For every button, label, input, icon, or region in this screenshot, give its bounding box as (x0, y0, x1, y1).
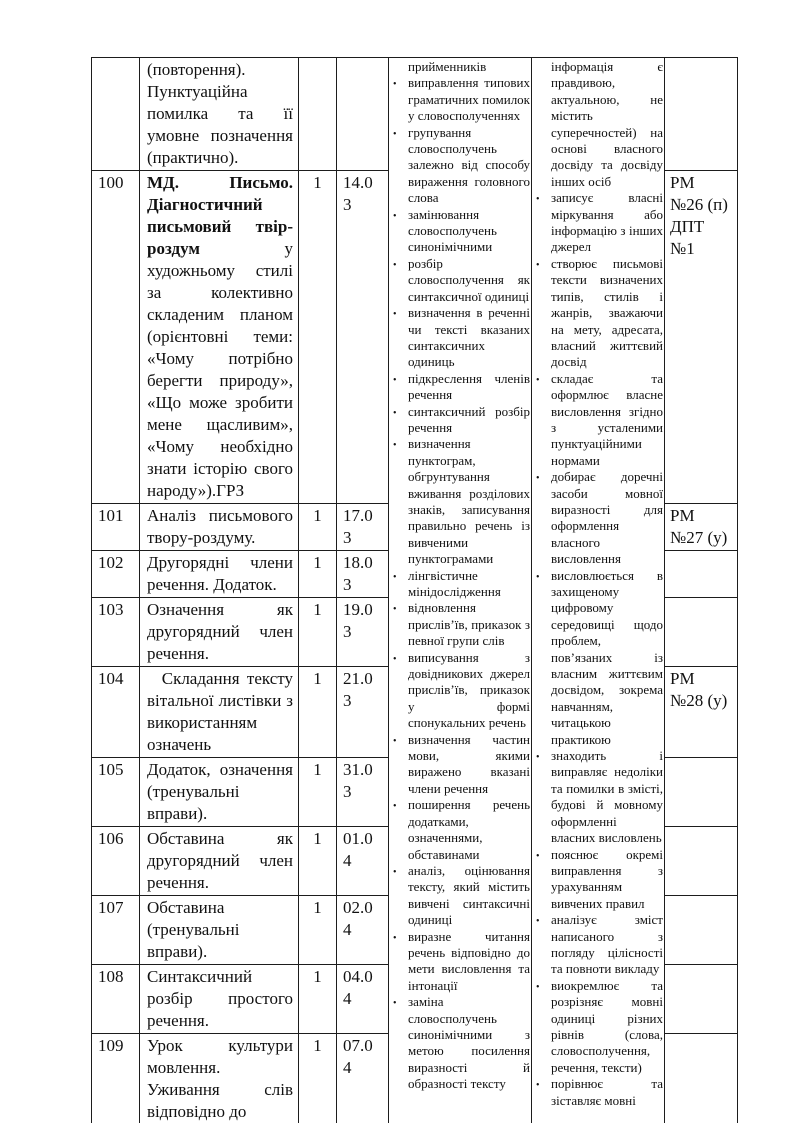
pm-note-cell (665, 827, 738, 896)
activities-cell (389, 58, 532, 1123)
date-cell: 17.03 (337, 504, 389, 551)
topic-bold-text: МД. Письмо. Діагностичний письмовий твір-роздум (147, 173, 293, 258)
bullet-text: групування словосполучень залежно від способу вираження головного слова (408, 124, 530, 206)
bullet-icon: • (393, 210, 397, 222)
bullet-icon: • (393, 571, 397, 583)
lesson-number-cell: 107 (92, 896, 140, 965)
bullet-item (536, 568, 663, 748)
bullet-icon: • (393, 128, 397, 140)
lesson-number-cell: 105 (92, 758, 140, 827)
date-cell (337, 58, 389, 171)
bullet-item (536, 59, 663, 190)
hours-cell: 1 (299, 551, 337, 598)
bullet-text: синтаксичний розбір речення (408, 403, 530, 435)
date-cell: 02.04 (337, 896, 389, 965)
bullet-text: виправлення типових граматичних помилок у словосполученнях (408, 75, 530, 124)
bullet-icon: • (393, 407, 397, 419)
bullet-icon: • (536, 194, 540, 206)
pm-note-cell: РМ №26 (п) ДПТ №1 (665, 171, 738, 504)
lesson-number-cell: 100 (92, 171, 140, 504)
bullet-icon: • (393, 735, 397, 747)
date-cell: 19.03 (337, 598, 389, 667)
pm-note-cell (665, 896, 738, 965)
lesson-number-cell (92, 58, 140, 171)
bullet-icon: • (393, 309, 397, 321)
bullet-item (393, 305, 530, 371)
bullet-item (393, 994, 530, 1092)
lesson-topic-cell: Обставина як другорядний член речення. (140, 827, 299, 896)
bullet-item (393, 732, 530, 798)
hours-cell: 1 (299, 171, 337, 504)
hours-cell (299, 58, 337, 171)
bullet-item (536, 256, 663, 371)
bullet-icon: • (536, 752, 540, 764)
lesson-number-cell: 101 (92, 504, 140, 551)
bullet-text: висловлюється в захищеному цифровому середовищі щодо проблем, пов’язаних із власним життєвим досвідом, зокрема навчанням, читацькою практикою (551, 567, 663, 747)
bullet-text: визначення частин мови, якими виражено вказані члени речення (408, 731, 530, 796)
bullet-icon: • (536, 916, 540, 928)
lesson-number-cell: 103 (92, 598, 140, 667)
bullet-text: розбір словосполучення як синтаксичної одиниці (408, 255, 530, 304)
hours-cell: 1 (299, 896, 337, 965)
date-cell: 21.03 (337, 667, 389, 758)
pm-note-cell: РМ №27 (у) (665, 504, 738, 551)
bullet-text: створює письмові тексти визначених типів, стилів і жанрів, зважаючи на мету, адресата, власний життєвий досвід (551, 255, 663, 370)
bullet-icon: • (393, 259, 397, 271)
bullet-text: записує власні міркування або інформацію з інших джерел (551, 190, 663, 255)
bullet-text: знаходить і виправляє недоліки та помилки в змісті, будові й мовному оформленні власних висловлень (551, 748, 663, 846)
hours-cell: 1 (299, 758, 337, 827)
date-cell: 04.04 (337, 965, 389, 1034)
bullet-icon: • (393, 604, 397, 616)
bullet-item (393, 125, 530, 207)
bullet-item (536, 469, 663, 567)
date-cell: 14.03 (337, 171, 389, 504)
bullet-item (393, 75, 530, 124)
pm-note-cell: РМ №28 (у) (665, 667, 738, 758)
bullet-icon: • (536, 1080, 540, 1092)
bullet-item (536, 847, 663, 913)
pm-note-cell (665, 598, 738, 667)
bullet-icon: • (536, 473, 540, 485)
bullet-item (393, 568, 530, 601)
bullet-text: прийменників (408, 59, 487, 74)
bullet-item (536, 1076, 663, 1109)
bullet-text: поширення речень додатками, означеннями, обставинами (408, 797, 530, 862)
bullet-text: порівнює та зіставляє мовні (551, 1076, 663, 1108)
bullet-text: визначення в реченні чи тексті вказаних синтаксичних одиниць (408, 305, 530, 370)
lesson-number-cell: 104 (92, 667, 140, 758)
lesson-topic-cell: Обставина (тренувальні вправи). (140, 896, 299, 965)
lesson-topic-cell: Аналіз письмового твору-роздуму. (140, 504, 299, 551)
date-cell: 07.04 (337, 1034, 389, 1123)
bullet-spacer (536, 59, 551, 190)
bullet-text: аналізує зміст написаного з погляду цілісності та повноти викладу (551, 912, 663, 977)
bullet-text: виокремлює та розрізняє мовні одиниці різних рівнів (слова, словосполучення, речення, тексти) (551, 977, 663, 1075)
hours-cell: 1 (299, 827, 337, 896)
bullet-item (393, 650, 530, 732)
bullet-text: підкреслення членів речення (408, 370, 530, 403)
bullet-icon: • (393, 932, 397, 944)
bullet-item (536, 748, 663, 846)
bullet-text: складає та оформлює власне висловлення згідно з усталеними пунктуаційними нормами (551, 370, 663, 468)
date-cell: 31.03 (337, 758, 389, 827)
lesson-topic-cell: Урок культури мовлення. Уживання слів відповідно до (140, 1034, 299, 1123)
lesson-topic-cell: Додаток, означення (тренувальні вправи). (140, 758, 299, 827)
bullet-item (393, 207, 530, 256)
pm-note-cell (665, 965, 738, 1034)
bullet-text: аналіз, оцінювання тексту, який містить вивчені синтаксичні одиниці (408, 862, 530, 928)
bullet-icon: • (393, 653, 397, 665)
bullet-item (393, 929, 530, 995)
lesson-topic-cell: Складання тексту вітальної листівки з використанням означень (140, 667, 299, 758)
bullet-icon: • (393, 79, 397, 91)
bullet-text: відновлення прислів’їв, приказок з певної групи слів (408, 600, 530, 649)
bullet-icon: • (393, 866, 397, 878)
hours-cell: 1 (299, 667, 337, 758)
bullet-item (536, 190, 663, 256)
bullet-icon: • (393, 440, 397, 452)
bullet-text: пояснює окремі виправлення з урахуванням вивчених правил (551, 846, 663, 911)
bullet-item (536, 978, 663, 1076)
date-cell: 01.04 (337, 827, 389, 896)
bullet-item (393, 404, 530, 437)
bullet-icon: • (393, 998, 397, 1010)
lesson-number-cell: 102 (92, 551, 140, 598)
lesson-topic-cell: Синтаксичний розбір простого речення. (140, 965, 299, 1034)
bullet-item (536, 371, 663, 469)
lesson-number-cell: 108 (92, 965, 140, 1034)
bullet-icon: • (536, 981, 540, 993)
bullet-text: інформація є правдивою, актуальною, не містить суперечностей) на основі власного досвіду та досвіду інших осіб (551, 59, 663, 189)
hours-cell: 1 (299, 965, 337, 1034)
hours-cell: 1 (299, 1034, 337, 1123)
bullet-item (393, 256, 530, 305)
lesson-plan-table (91, 57, 738, 1123)
bullet-item (536, 912, 663, 978)
bullet-item (393, 863, 530, 929)
bullet-text: виразне читання речень відповідно до мети висловлення та інтонації (408, 928, 530, 993)
lesson-topic-cell: (повторення). Пунктуаційна помилка та її умовне позначення (практично). (140, 58, 299, 171)
bullet-icon: • (393, 374, 397, 386)
date-cell: 18.03 (337, 551, 389, 598)
pm-note-cell (665, 58, 738, 171)
lesson-topic-cell: МД. Письмо. Діагностичний письмовий твір-роздум у художньому стилі за колективно складеним планом (орієнтовні теми: «Чому потрібно берегти природу», «Що може зробити мене щасливим», «Чому необхідно знати історію свого народу»).ГРЗ (140, 171, 299, 504)
lesson-number-cell: 109 (92, 1034, 140, 1123)
bullet-text: визначення пунктограм, обгрунтування вживання розділових знаків, записування правильно речень із вивченими пунктограмами (408, 436, 530, 567)
bullet-text: замінювання словосполучень синонімічними (408, 206, 497, 255)
lesson-number-cell: 106 (92, 827, 140, 896)
hours-cell: 1 (299, 504, 337, 551)
pm-note-cell (665, 1034, 738, 1123)
bullet-item (393, 436, 530, 567)
bullet-item (393, 59, 530, 75)
bullet-item (393, 600, 530, 649)
bullet-text: заміна словосполучень синонімічними з метою посилення виразності й образності тексту (408, 994, 530, 1092)
lesson-topic-cell: Означення як другорядний член речення. (140, 598, 299, 667)
lesson-topic-cell: Другорядні члени речення. Додаток. (140, 551, 299, 598)
bullet-icon: • (536, 259, 540, 271)
bullet-spacer (393, 59, 408, 75)
bullet-icon: • (393, 801, 397, 813)
bullet-text: виписування з довідникових джерел прислів’їв, приказок у формі спонукальних речень (408, 649, 530, 731)
outcomes-cell (532, 58, 665, 1123)
hours-cell: 1 (299, 598, 337, 667)
bullet-item (393, 797, 530, 863)
bullet-icon: • (536, 374, 540, 386)
bullet-item (393, 371, 530, 404)
bullet-text: добирає доречні засоби мовної виразності для оформлення власного висловлення (551, 469, 663, 567)
bullet-icon: • (536, 571, 540, 583)
pm-note-cell (665, 758, 738, 827)
lesson-row (92, 58, 738, 171)
bullet-icon: • (536, 850, 540, 862)
pm-note-cell (665, 551, 738, 598)
bullet-text: лінгвістичне мінідослідження (408, 567, 501, 599)
